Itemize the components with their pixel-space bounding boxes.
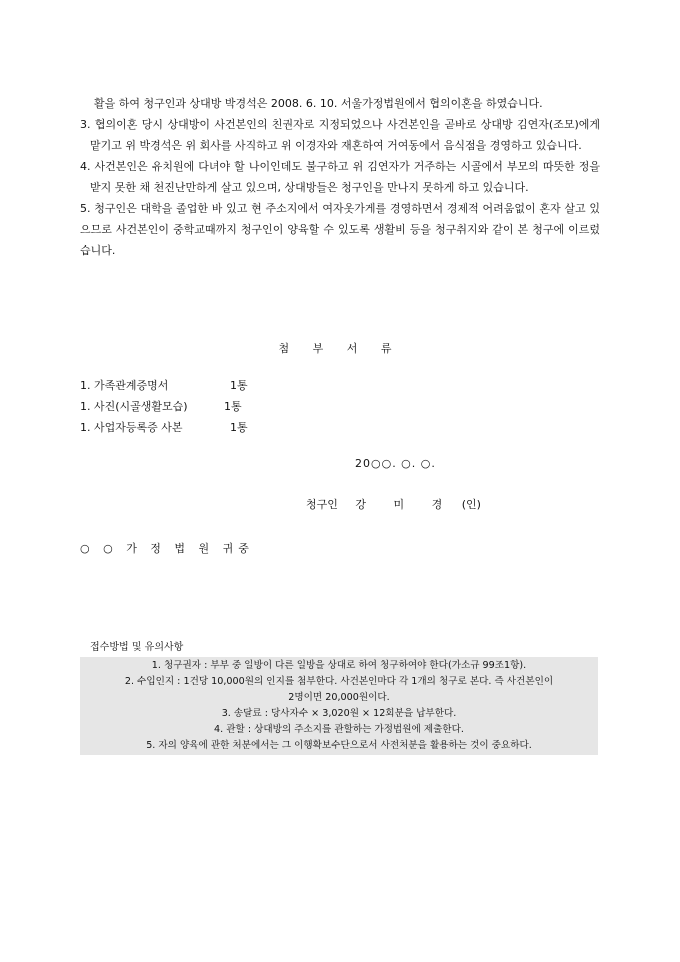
notice-heading: 접수방법 및 유의사항 [90, 642, 184, 653]
attachment-count: 1통 [224, 400, 242, 413]
paragraph-2-continuation: 활을 하여 청구인과 상대방 박경석은 2008. 6. 10. 서울가정법원에서 협의이혼을 하였습니다. [94, 97, 543, 110]
attachment-label: 1. 사업자등록증 사본 [80, 421, 183, 434]
court-addressee: ○ ○ 가 정 법 원 귀중 [80, 542, 254, 555]
claimant-seal: (인) [461, 498, 481, 511]
paragraph-5: 5. 청구인은 대학을 졸업한 바 있고 현 주소지에서 여자옷가게를 경영하면서 경제적 어려움없이 혼자 살고 있으므로 사건본인이 중학교때까지 청구인이 양육할 수 있도록 생활비 등을 청구취지와 같이 본 청구에 이르렀습니다. [80, 202, 600, 257]
attachment-count: 1통 [230, 379, 248, 392]
paragraph-4: 4. 사건본인은 유치원에 다녀야 할 나이인데도 불구하고 위 김연자가 거주하는 시골에서 부모의 따뜻한 정을 받지 못한 채 천진난만하게 살고 있으며, 상대방들은 청구인을 만나지 못하게 하고 있습니다. [80, 160, 600, 194]
notice-box [80, 657, 598, 755]
notice-line: 2. 수입인지 : 1건당 10,000원의 인지를 첨부한다. 사건본인마다 각 1개의 청구로 본다. 즉 사건본인이 [124, 676, 554, 687]
attachment-label: 1. 사진(시골생활모습) [80, 400, 188, 413]
notice-line: 5. 자의 양육에 관한 처분에서는 그 이행확보수단으로서 사전처분을 활용하는 것이 중요하다. [146, 740, 532, 751]
claimant-role: 청구인 [306, 498, 338, 511]
attachments-title: 첨 부 서 류 [278, 342, 402, 355]
attachment-item [80, 396, 380, 417]
notice-line: 3. 송달료 : 당사자수 × 3,020원 × 12회분을 납부한다. [221, 708, 457, 719]
body-text [80, 93, 600, 261]
paragraph-3: 3. 협의이혼 당시 상대방이 사건본인의 친권자로 지정되었으나 사건본인을 곧바로 상대방 김연자(조모)에게 맡기고 위 박경석은 위 회사를 사직하고 위 이경자와 재혼하여 거여동에서 음식점을 경영하고 있습니다. [80, 118, 600, 152]
claimant-signature [306, 496, 481, 512]
attachment-count: 1통 [230, 421, 248, 434]
filing-date: 20○○. ○. ○. [355, 457, 436, 470]
notice-line: 2명이면 20,000원이다. [288, 692, 390, 703]
claimant-name: 강 미 경 [355, 498, 455, 511]
attachment-label: 1. 가족관계증명서 [80, 379, 169, 392]
notice-line: 1. 청구권자 : 부부 중 일방이 다른 일방을 상대로 하여 청구하여야 한다(가소규 99조1항). [151, 660, 527, 671]
attachment-item [80, 375, 380, 396]
attachment-item [80, 417, 380, 438]
notice-line: 4. 관할 : 상대방의 주소지를 관할하는 가정법원에 제출한다. [214, 724, 464, 735]
attachment-list [80, 375, 380, 438]
